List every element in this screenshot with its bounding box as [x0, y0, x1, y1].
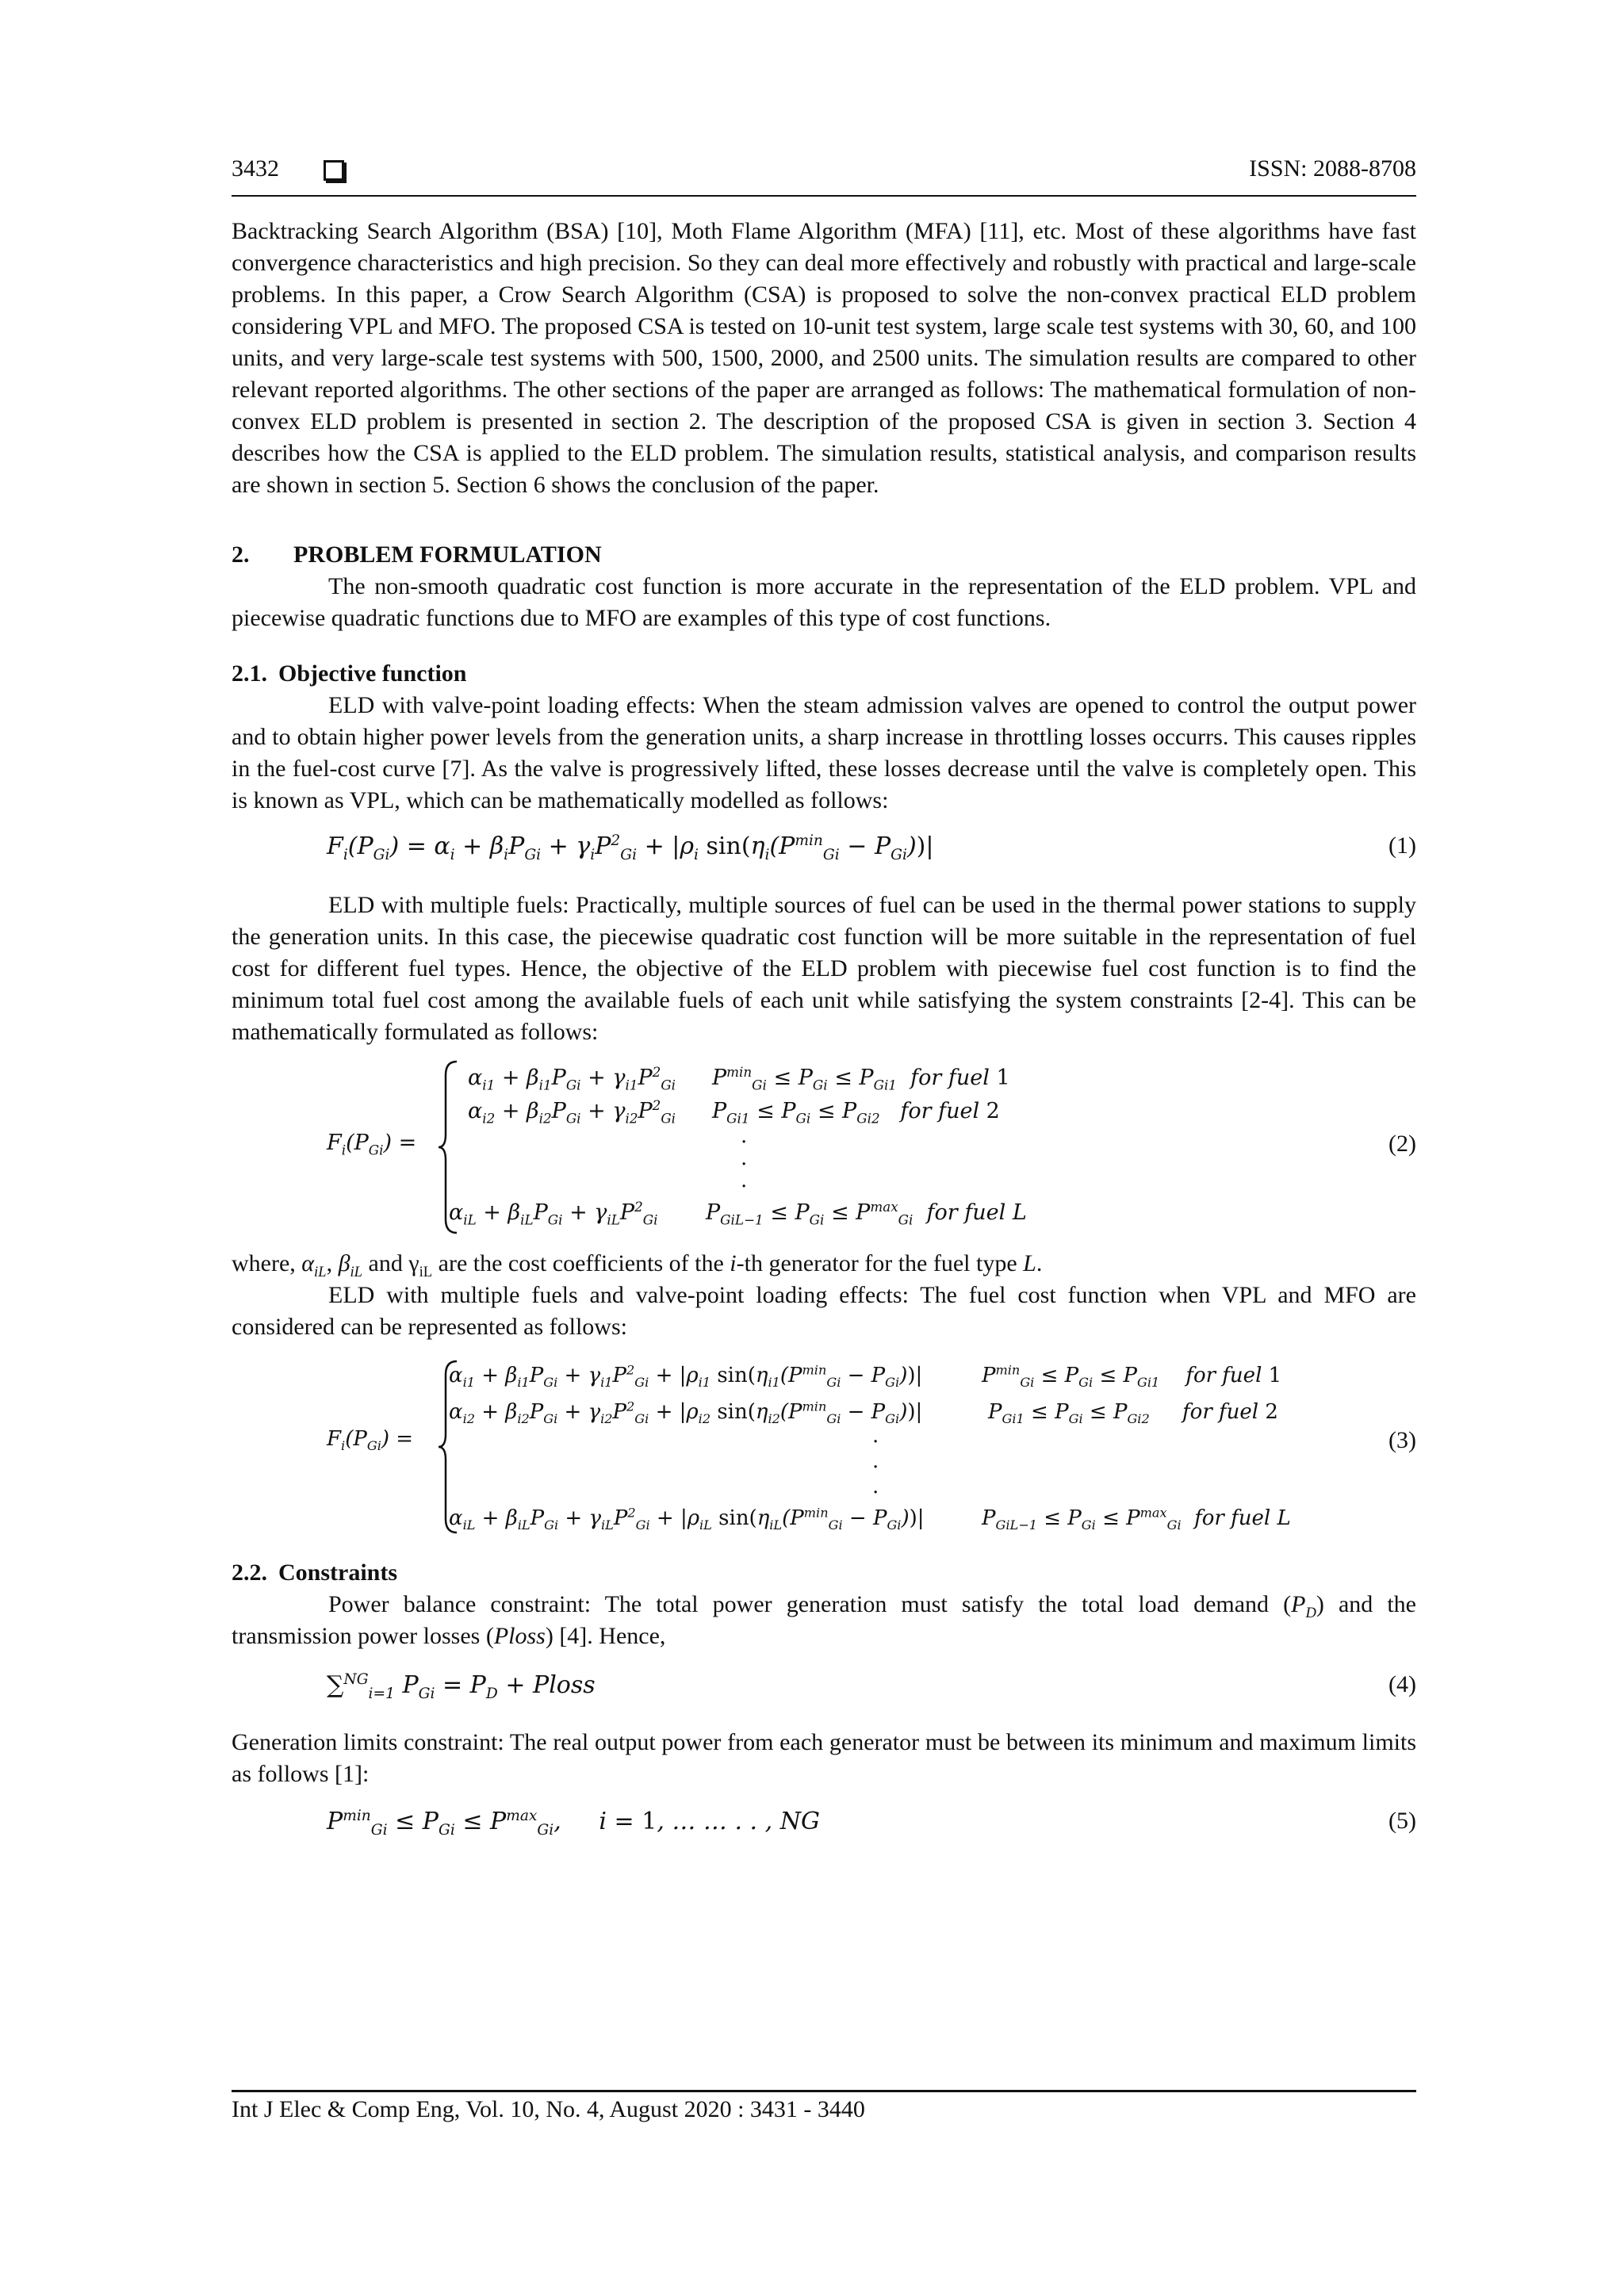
equation-2-case-2: $\alpha_{i2} + \beta_{i2}P_{Gi} + \gamma_{i2}P^2_{Gi}$ — [468, 1097, 676, 1127]
ellipsis-dot: . — [872, 1449, 879, 1473]
intro-paragraph: Backtracking Search Algorithm (BSA) [10], Moth Flame Algorithm (MFA) [11], etc. Most of these algorithms have fast convergence characteristics and high precision. So they can deal more effectively and robustly with practical and large-scale problems. In this paper, a Crow Search Algorithm (CSA) is proposed to solve the non-convex practical ELD problem considering VPL and MFO. The proposed CSA is tested on 10-unit test system, large scale test systems with 30, 60, and 100 units, and very large-scale test systems with 500, 1500, 2000, and 2500 units. The simulation results are compared to other relevant reported algorithms. The other sections of the paper are arranged as follows: The mathematical formulation of non-convex ELD problem is presented in section 2. The description of the proposed CSA is given in section 3. Section 4 describes how the CSA is applied to the ELD problem. The simulation results, statistical analysis, and comparison results are shown in section 5. Section 6 shows the conclusion of the paper. — [232, 218, 1416, 498]
equation-2-lhs: $F_i(P_{Gi})$ = — [327, 1131, 417, 1158]
ellipsis-dot: . — [741, 1124, 748, 1148]
equation-3 — [232, 1343, 1416, 1557]
header-square-icon — [324, 160, 344, 181]
equation-3-cond-2: $P_{Gi1} \le P_{Gi} \le P_{Gi2}$ for fuel 2 — [988, 1400, 1278, 1427]
equation-4-number: (4) — [1388, 1671, 1416, 1697]
equation-2-cond-2: $P_{Gi1} \le P_{Gi} \le P_{Gi2}$ for fuel 2 — [712, 1099, 1000, 1127]
header-rule — [232, 195, 1416, 197]
page-body — [232, 216, 1416, 1857]
ellipsis-dot: . — [741, 1169, 748, 1192]
equation-3-case-L: $\alpha_{iL} + \beta_{iL}P_{Gi} + \gamma_{iL}P^2_{Gi} + |\rho_{iL}$ $\sin(\eta_{iL}(P^{min}_{Gi} - P_{Gi}))|$ — [449, 1505, 925, 1533]
equation-4 — [232, 1652, 1416, 1720]
generation-limits-paragraph: Generation limits constraint: The real output power from each generator must be between its minimum and maximum limits as follows [1]: — [232, 1729, 1416, 1787]
equation-5-number: (5) — [1388, 1808, 1416, 1834]
subsection-title: Objective function — [278, 660, 467, 687]
section-number: 2. — [232, 541, 250, 568]
ellipsis-dot: . — [872, 1424, 879, 1448]
equation-2-number: (2) — [1388, 1131, 1416, 1157]
equation-4-formula: ∑$^{NG}_{i=1}$ $P_{Gi} = P_D$ + Ploss — [327, 1671, 596, 1702]
equation-5-formula: $P^{min}_{Gi} \le P_{Gi} \le P^{max}_{Gi}$, i = 1, … … . . , NG — [327, 1808, 820, 1839]
subsection-title: Constraints — [278, 1559, 398, 1586]
vpl-paragraph: ELD with valve-point loading effects: When the steam admission valves are opened to control the output power and to obtain higher power levels from the generation units, a sharp increase in throttling losses occurrs. This causes ripples in the fuel-cost curve [7]. As the valve is progressively lifted, these losses decrease until the valve is completely open. This is known as VPL, which can be mathematically modelled as follows: — [232, 692, 1416, 813]
page-number: 3432 — [232, 155, 279, 182]
equation-3-cond-1: $P^{min}_{Gi} \le P_{Gi} \le P_{Gi1}$ for fuel 1 — [982, 1362, 1282, 1391]
where-paragraph: where, $\alpha_{iL}$, $\beta_{iL}$ and $\gamma_{iL}$ are the cost coefficients of the i-th generator for the fuel type L. — [232, 1250, 1043, 1280]
equation-2-case-L: $\alpha_{iL} + \beta_{iL}P_{Gi} + \gamma_{iL}P^2_{Gi}$ — [449, 1199, 658, 1228]
subsection-number: 2.2. — [232, 1559, 267, 1586]
equation-3-lhs: $F_i(P_{Gi})$ = — [327, 1427, 414, 1454]
section-2-heading — [232, 539, 1416, 571]
equation-3-case-1: $\alpha_{i1} + \beta_{i1}P_{Gi} + \gamma_{i1}P^2_{Gi} + |\rho_{i1}$ $\sin(\eta_{i1}(P^{min}_{Gi} - P_{Gi}))|$ — [449, 1362, 923, 1391]
footer-citation: Int J Elec & Comp Eng, Vol. 10, No. 4, August 2020 : 3431 - 3440 — [232, 2096, 865, 2122]
equation-3-case-2: $\alpha_{i2} + \beta_{i2}P_{Gi} + \gamma_{i2}P^2_{Gi} + |\rho_{i2}$ $\sin(\eta_{i2}(P^{min}_{Gi} - P_{Gi}))|$ — [449, 1399, 923, 1427]
mfo-paragraph: ELD with multiple fuels: Practically, multiple sources of fuel can be used in the thermal power stations to supply the generation units. In this case, the piecewise quadratic cost function will be more suitable in the representation of fuel cost for different fuel types. Hence, the objective of the ELD problem with piecewise fuel cost function is to find the minimum total fuel cost among the available fuels of each unit while satisfying the system constraints [2-4]. This can be mathematically formulated as follows: — [232, 892, 1416, 1045]
equation-3-cond-L: $P_{GiL-1} \le P_{Gi} \le P^{max}_{Gi}$ for fuel L — [982, 1505, 1291, 1533]
ellipsis-dot: . — [741, 1146, 748, 1170]
equation-2-cond-1: $P^{min}_{Gi} \le P_{Gi} \le P_{Gi1}$ for fuel 1 — [712, 1064, 1010, 1093]
section-2-2-heading — [232, 1557, 1416, 1589]
section-2-1-heading — [232, 658, 1416, 690]
page-header — [232, 155, 1416, 193]
equation-1-formula: $F_i(P_{Gi}) = \alpha_i + \beta_iP_{Gi} + \gamma_iP^2_{Gi} + |\rho_i$ $\sin(\eta_i(P^{min}_{Gi} - P_{Gi}))|$ — [327, 832, 934, 863]
section-2-paragraph: The non-smooth quadratic cost function is more accurate in the representation of the ELD problem. VPL and piecewise quadratic functions due to MFO are examples of this type of cost functions. — [232, 573, 1416, 631]
equation-1 — [232, 817, 1416, 883]
ellipsis-dot: . — [872, 1475, 879, 1498]
equation-1-number: (1) — [1388, 832, 1416, 859]
both-paragraph: ELD with multiple fuels and valve-point loading effects: The fuel cost function when VPL and MFO are considered can be represented as follows: — [232, 1282, 1416, 1340]
equation-3-number: (3) — [1388, 1427, 1416, 1453]
subsection-number: 2.1. — [232, 660, 267, 687]
equation-2 — [232, 1048, 1416, 1248]
equation-2-cond-L: $P_{GiL-1} \le P_{Gi} \le P^{max}_{Gi}$ for fuel L — [706, 1199, 1027, 1228]
section-title: PROBLEM FORMULATION — [293, 541, 602, 568]
power-balance-paragraph: Power balance constraint: The total power generation must satisfy the total load demand $(P_D)$ and the transmission power losses (Ploss) [4]. Hence, — [232, 1591, 1416, 1649]
equation-2-case-1: $\alpha_{i1} + \beta_{i1}P_{Gi} + \gamma_{i1}P^2_{Gi}$ — [468, 1064, 676, 1093]
footer-rule — [232, 2090, 1416, 2092]
equation-5 — [232, 1790, 1416, 1857]
issn: ISSN: 2088-8708 — [1249, 155, 1416, 182]
